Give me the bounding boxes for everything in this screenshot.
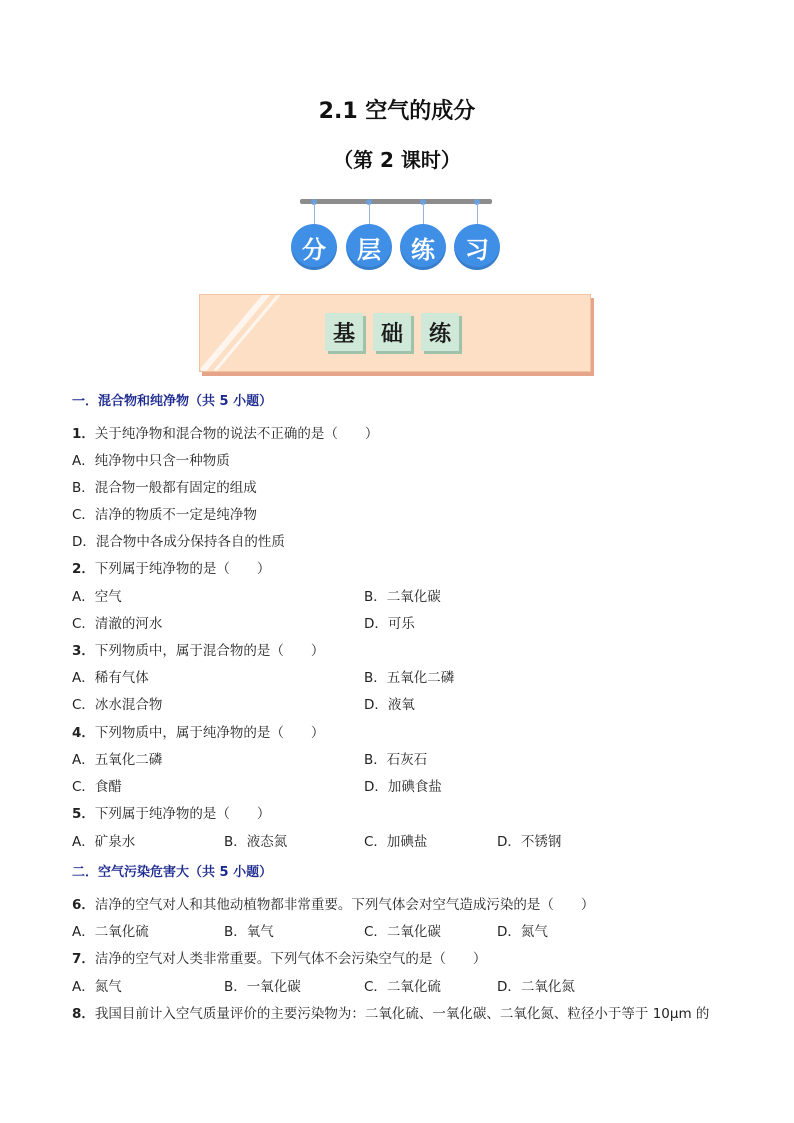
option: C．冰水混合物 bbox=[72, 697, 163, 713]
question-stem bbox=[72, 639, 324, 659]
question-text: 洁净的空气对人类非常重要。下列气体不会污染空气的是（ ） bbox=[94, 951, 487, 967]
question-stem bbox=[72, 557, 270, 577]
badge-char: 层 bbox=[346, 224, 392, 270]
badge-char: 分 bbox=[291, 224, 337, 270]
banner-char: 练 bbox=[421, 313, 459, 351]
option: C．加碘盐 bbox=[364, 834, 428, 850]
badge-string bbox=[477, 203, 478, 225]
badge-char: 练 bbox=[400, 224, 446, 270]
question-text: 下列属于纯净物的是（ ） bbox=[94, 806, 271, 822]
question-text: 我国目前计入空气质量评价的主要污染物为：二氧化硫、一氧化碳、二氧化氮、粒径小于等于 10μm 的 bbox=[94, 1006, 710, 1022]
question-stem bbox=[72, 802, 270, 822]
option: A．二氧化硫 bbox=[72, 924, 149, 940]
banner-char: 基 bbox=[325, 313, 363, 351]
question-number: 5． bbox=[72, 806, 95, 822]
question-number: 7． bbox=[72, 951, 95, 967]
option: A．空气 bbox=[72, 589, 122, 605]
option: B．氧气 bbox=[224, 924, 274, 940]
option: C．二氧化硫 bbox=[364, 979, 441, 995]
option: A．五氧化二磷 bbox=[72, 752, 163, 768]
question-stem bbox=[72, 422, 378, 442]
badge-string bbox=[369, 203, 370, 225]
banner-char: 础 bbox=[373, 313, 411, 351]
option: B．石灰石 bbox=[364, 752, 428, 768]
option: D．氮气 bbox=[497, 924, 548, 940]
question-text: 下列物质中，属于混合物的是（ ） bbox=[94, 643, 325, 659]
section-heading: 一．混合物和纯净物（共 5 小题） bbox=[72, 394, 273, 409]
question-number: 1． bbox=[72, 426, 95, 442]
question-number: 6． bbox=[72, 897, 95, 913]
option: A．纯净物中只含一种物质 bbox=[72, 453, 230, 469]
option: D．加碘食盐 bbox=[364, 779, 442, 795]
question-text: 下列物质中，属于纯净物的是（ ） bbox=[94, 725, 325, 741]
badge-char: 习 bbox=[454, 224, 500, 270]
option: D．液氧 bbox=[364, 697, 415, 713]
option: B．一氧化碳 bbox=[224, 979, 301, 995]
page-subtitle: （第 2 课时） bbox=[333, 148, 461, 172]
question-text: 洁净的空气对人和其他动植物都非常重要。下列气体会对空气造成污染的是（ ） bbox=[94, 897, 595, 913]
option: D．不锈钢 bbox=[497, 834, 562, 850]
option: A．矿泉水 bbox=[72, 834, 136, 850]
option: D．可乐 bbox=[364, 616, 415, 632]
option: D．二氧化氮 bbox=[497, 979, 575, 995]
option: B．五氧化二磷 bbox=[364, 670, 455, 686]
section-heading: 二．空气污染危害大（共 5 小题） bbox=[72, 865, 273, 880]
badge-rail bbox=[300, 199, 492, 204]
question-stem bbox=[72, 1002, 709, 1022]
question-number: 4． bbox=[72, 725, 95, 741]
question-stem bbox=[72, 947, 486, 967]
option: B．液态氮 bbox=[224, 834, 288, 850]
question-stem bbox=[72, 721, 324, 741]
badge-string bbox=[314, 203, 315, 225]
option: B．二氧化碳 bbox=[364, 589, 441, 605]
question-number: 2． bbox=[72, 561, 95, 577]
option: A．氮气 bbox=[72, 979, 122, 995]
question-number: 3． bbox=[72, 643, 95, 659]
question-text: 下列属于纯净物的是（ ） bbox=[94, 561, 271, 577]
option: C．食醋 bbox=[72, 779, 122, 795]
option: C．清澈的河水 bbox=[72, 616, 163, 632]
option: D．混合物中各成分保持各自的性质 bbox=[72, 534, 285, 550]
page-title: 2.1 空气的成分 bbox=[318, 99, 476, 124]
question-stem bbox=[72, 893, 594, 913]
option: C．洁净的物质不一定是纯净物 bbox=[72, 507, 257, 523]
badge-string bbox=[423, 203, 424, 225]
question-number: 8． bbox=[72, 1006, 95, 1022]
option: C．二氧化碳 bbox=[364, 924, 441, 940]
option: A．稀有气体 bbox=[72, 670, 149, 686]
question-text: 关于纯净物和混合物的说法不正确的是（ ） bbox=[94, 426, 379, 442]
option: B．混合物一般都有固定的组成 bbox=[72, 480, 257, 496]
